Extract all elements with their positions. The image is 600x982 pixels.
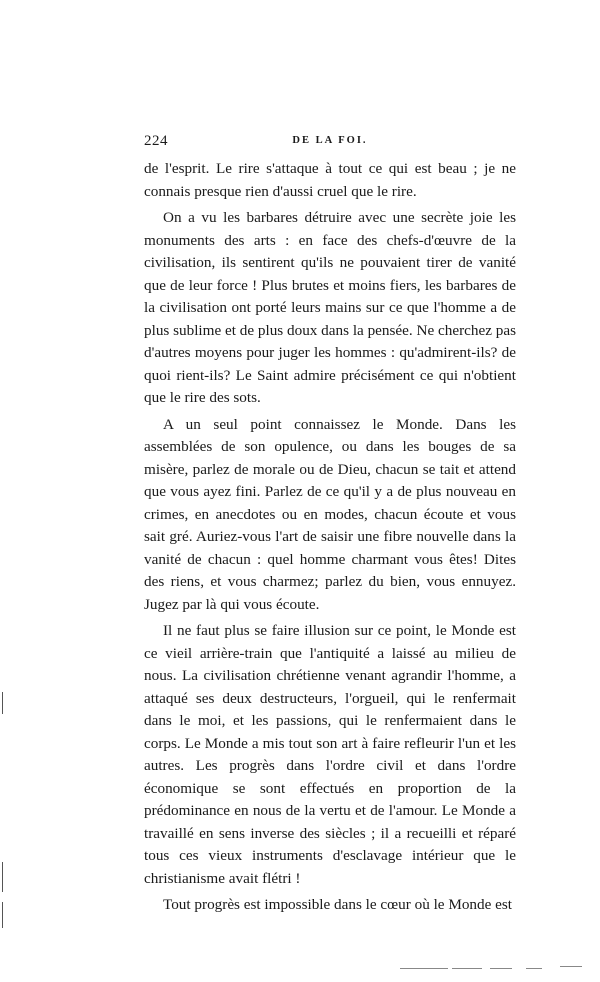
bottom-rule [400,968,448,969]
paragraph: Tout progrès est impossible dans le cœur où le Monde est [163,896,513,913]
paragraph: On a vu les barbares détruire avec une secrète joie les monuments des arts : en face des chefs-d'œuvre de la civilisation, ils sentirent qu'ils ne pouvaient tirer de vanité que de leur force ! Plus brutes et moins fiers, les barbares de la civilisation ont porté leurs mains sur ce que l'homme a de plus sublime et de plus doux dans la pensée. Ne cherchez pas d'autres moyens pour juger les hommes : qu'admirent-ils? de quoi rient-ils? Le Saint admire précisément ce qui n'obtient que le rire des sots. [144,209,516,406]
paragraph: de l'esprit. Le rire s'attaque à tout ce qui est beau ; je ne connais presque rien d'aussi cruel que le rire. [144,160,516,200]
margin-mark [2,902,3,928]
paragraph: A un seul point connaissez le Monde. Dans les assemblées de son opulence, ou dans les bouges de sa misère, parlez de morale ou de Dieu, chacun se tait et attend que vous ayez fini. Parlez de ce qu'il y a de plus nouveau en crimes, en anecdotes ou en modes, chacun écoute et vous sait gré. Auriez-vous l'art de saisir une fibre nouvelle dans la vanité de chacun : quel homme charmant vous êtes! Dites des riens, et vous charmez; parlez du bien, vous ennuyez. Jugez par là qui vous écoute. [144,415,516,613]
bottom-rule [526,968,542,969]
bottom-rule [452,968,482,969]
margin-mark [2,692,3,714]
bottom-rule [560,966,582,967]
bottom-rule [490,968,512,969]
margin-mark [2,862,3,892]
page-header [144,133,516,153]
running-title: DE LA FOI. [292,135,368,146]
body-text [144,158,516,917]
paragraph: Il ne faut plus se faire illusion sur ce point, le Monde est ce vieil arrière-train que l'antiquité a laissé au milieu de nous. La civilisation chrétienne venant agrandir l'homme, a attaqué ses deux destructeurs, l'orgueil, qui le renfermait dans le moi, et les passions, qui le renfermaient dans le corps. Le Monde a mis tout son art à faire refleurir l'un et les autres. Les progrès dans l'ordre civil et dans l'ordre économique se sont effectués en proportion de la prédominance en nous de la vertu et de l'amour. Le Monde a travaillé en sens inverse des siècles ; il a recueilli et réparé tous ces vieux instruments d'esclavage intérieur que le christianisme avait flétri ! [144,622,516,887]
page-number: 224 [144,133,168,149]
